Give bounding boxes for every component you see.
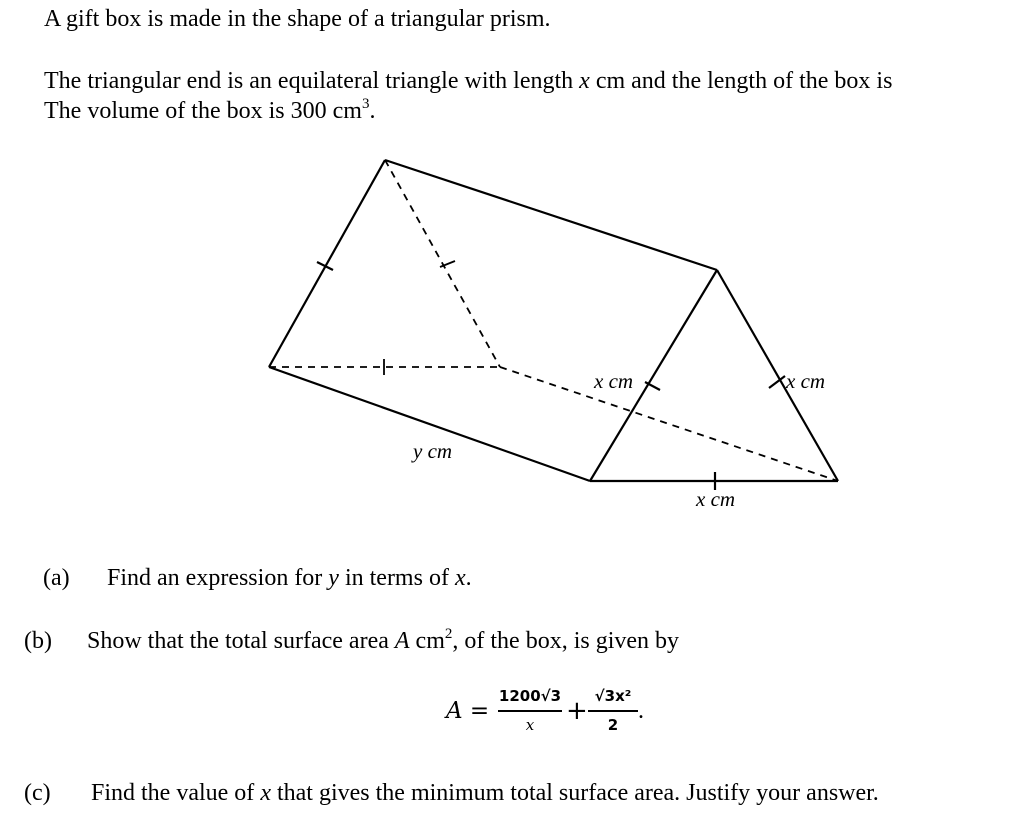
label-x-cm-bottom-text: x cm: [696, 487, 736, 511]
label-x-cm-right: [786, 369, 825, 394]
part-c-var-x: x: [260, 780, 271, 806]
part-b-label-text: (b): [24, 628, 52, 654]
formula-frac1-denominator: x: [525, 716, 535, 734]
part-b-label: [24, 626, 52, 656]
intro-line-2-pre: The triangular end is an equilateral triangle with length: [44, 68, 580, 94]
label-x-cm-bottom: [696, 487, 735, 512]
part-b-unit: cm: [409, 628, 445, 654]
part-b-question: [87, 626, 679, 656]
part-a-question: [107, 563, 472, 593]
part-a-pre: Find an expression for: [107, 565, 329, 591]
intro-line-3-pre: The volume of the box is 300 cm: [44, 98, 362, 124]
part-c-label: [24, 778, 51, 808]
surface-area-formula: [446, 680, 666, 740]
hidden-edge-back-right: [385, 160, 500, 367]
part-b-var-A: A: [394, 628, 410, 654]
formula-frac1-bar: [498, 710, 562, 712]
part-c-question: [91, 778, 879, 808]
formula-lhs: A =: [446, 698, 490, 724]
part-a-mid: in terms of: [338, 565, 455, 591]
label-x-cm-top: [594, 369, 633, 394]
intro-line-1-text: A gift box is made in the shape of a triangular prism.: [44, 6, 551, 32]
formula-plus: +: [566, 696, 588, 726]
label-x-cm-top-text: x cm: [594, 369, 634, 393]
part-a-var-x: x: [454, 565, 466, 591]
formula-end-period: .: [638, 698, 644, 724]
formula-frac1-numerator: 1200√3: [498, 687, 562, 705]
label-x-cm-right-text: x cm: [786, 369, 826, 393]
formula-frac2-numerator: √3x²: [594, 687, 632, 705]
intro-line-2-post: cm and the length of the box is: [589, 68, 893, 94]
part-b-post: , of the box, is given by: [452, 628, 680, 654]
edge-left-back: [269, 160, 385, 367]
part-c-pre: Find the value of: [91, 780, 261, 806]
part-a-var-y: y: [328, 565, 339, 591]
part-a-label-text: (a): [43, 565, 70, 591]
squared-exponent: 2: [444, 626, 453, 642]
cubed-exponent: 3: [361, 96, 370, 112]
edge-top-ridge: [385, 160, 717, 270]
intro-line-3-post: .: [369, 98, 376, 124]
variable-x: x: [579, 68, 590, 94]
part-c-post: that gives the minimum total surface area. Justify your answer.: [270, 780, 879, 806]
formula-frac2-bar: [588, 710, 638, 712]
part-b-pre: Show that the total surface area: [87, 628, 395, 654]
label-y-cm: [413, 439, 452, 464]
part-c-label-text: (c): [24, 780, 51, 806]
part-a-label: [43, 563, 70, 593]
formula-frac2-denominator: 2: [607, 716, 619, 734]
part-a-post: .: [465, 565, 472, 591]
label-y-cm-text: y cm: [413, 439, 453, 463]
